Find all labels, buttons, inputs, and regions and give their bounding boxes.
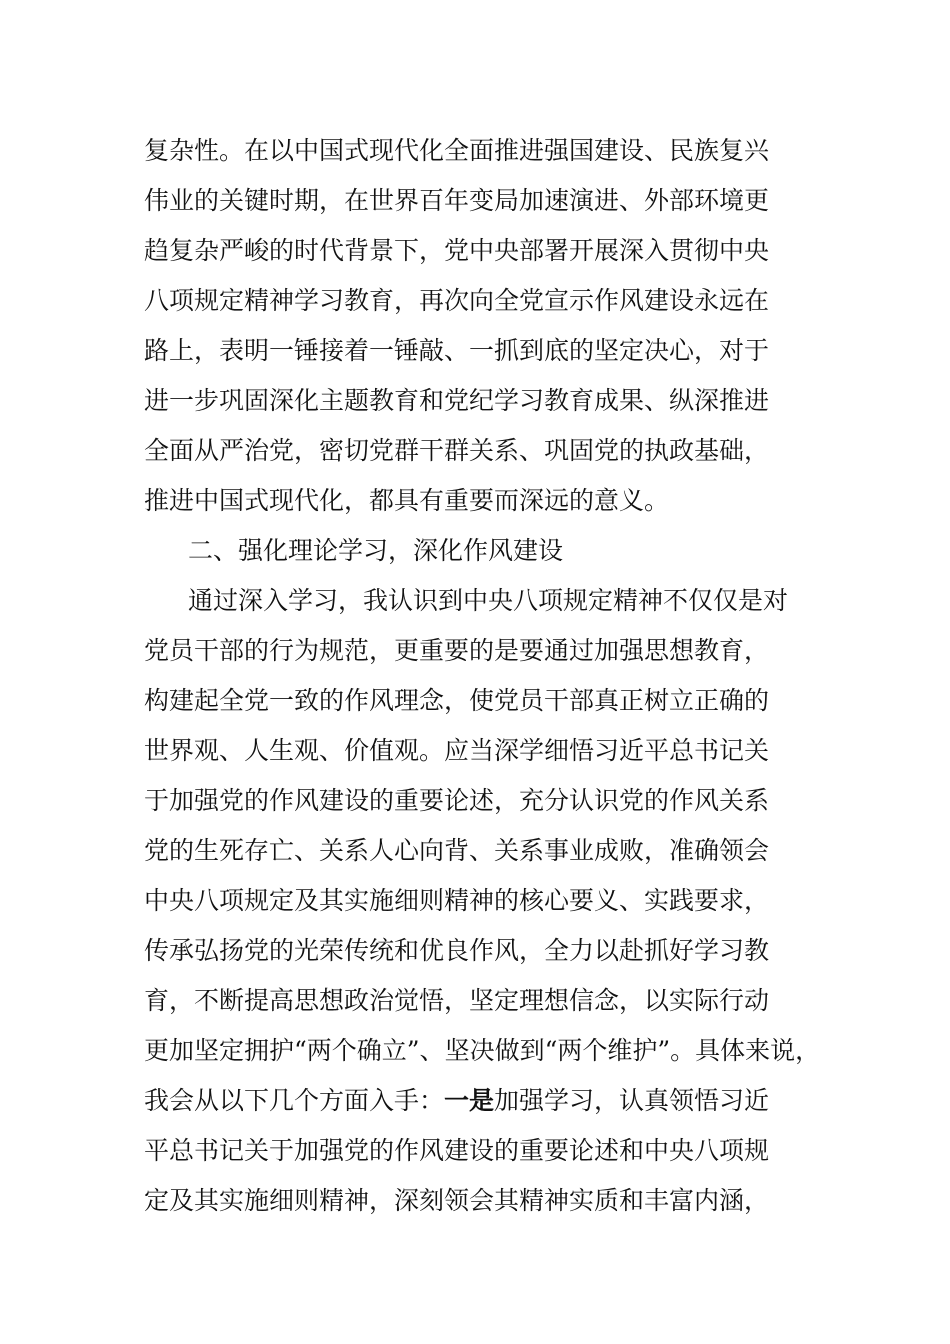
text-line: 构建起全党一致的作风理念，使党员干部真正树立正确的	[144, 686, 770, 715]
text-line-with-bold	[144, 1076, 834, 1126]
text-line: 伟业的关键时期，在世界百年变局加速演进、外部环境更	[144, 186, 770, 215]
text-line: 中央八项规定及其实施细则精神的核心要义、实践要求，	[144, 886, 770, 915]
text-line: 世界观、人生观、价值观。应当深学细悟习近平总书记关	[144, 736, 770, 765]
text-line: 复杂性。在以中国式现代化全面推进强国建设、民族复兴	[144, 136, 770, 165]
text-line: 八项规定精神学习教育，再次向全党宣示作风建设永远在	[144, 286, 770, 315]
section-heading: 二、强化理论学习，深化作风建设	[188, 536, 564, 565]
text-line: 趋复杂严峻的时代背景下，党中央部署开展深入贯彻中央	[144, 236, 770, 265]
text-line: 更加坚定拥护“两个确立”、坚决做到“两个维护”。具体来说，	[144, 1036, 821, 1065]
line-prefix: 我会从以下几个方面入手：	[144, 1086, 445, 1115]
text-line: 定及其实施细则精神，深刻领会其精神实质和丰富内涵，	[144, 1186, 770, 1215]
text-line: 全面从严治党，密切党群干群关系、巩固党的执政基础，	[144, 436, 770, 465]
text-line: 平总书记关于加强党的作风建设的重要论述和中央八项规	[144, 1136, 770, 1165]
body-text	[144, 126, 834, 1226]
text-line: 于加强党的作风建设的重要论述，充分认识党的作风关系	[144, 786, 770, 815]
text-line: 进一步巩固深化主题教育和党纪学习教育成果、纵深推进	[144, 386, 770, 415]
text-line: 传承弘扬党的光荣传统和优良作风，全力以赴抓好学习教	[144, 936, 770, 965]
text-line: 路上，表明一锤接着一锤敲、一抓到底的坚定决心，对于	[144, 336, 770, 365]
text-line: 育，不断提高思想政治觉悟，坚定理想信念，以实际行动	[144, 986, 770, 1015]
paragraph-first-line: 通过深入学习，我认识到中央八项规定精神不仅仅是对	[188, 586, 789, 615]
text-line: 党员干部的行为规范，更重要的是要通过加强思想教育，	[144, 636, 770, 665]
text-line: 党的生死存亡、关系人心向背、关系事业成败，准确领会	[144, 836, 770, 865]
line-suffix: 加强学习，认真领悟习近	[494, 1086, 770, 1115]
text-line: 推进中国式现代化，都具有重要而深远的意义。	[144, 486, 670, 515]
bold-marker: 一是	[444, 1086, 495, 1115]
